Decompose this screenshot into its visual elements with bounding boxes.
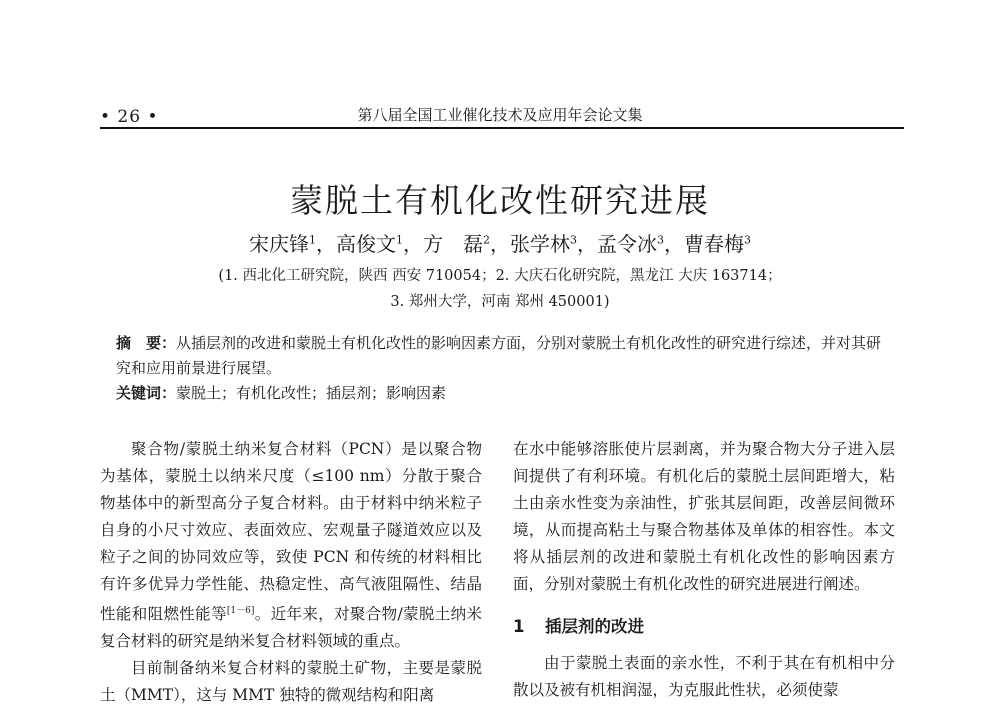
abstract-label: 摘 要：	[116, 334, 177, 352]
right-column	[513, 436, 895, 704]
paragraph: 在水中能够溶胀使片层剥离，并为聚合物大分子进入层间提供了有利环境。有机化后的蒙脱土层间距增大，粘土由亲水性变为亲油性，扩张其层间距，改善层间微环境，从而提高粘土与聚合物基体及单体的相容性。本文将从插层剂的改进和蒙脱土有机化改性的影响因素方面，分别对蒙脱土有机化改性的研究进展进行阐述。	[513, 440, 895, 593]
author: 方 磊	[423, 232, 483, 256]
abstract-text: 从插层剂的改进和蒙脱土有机化改性的影响因素方面，分别对蒙脱土有机化改性的研究进行综述，并对其研究和应用前景进行展望。	[116, 334, 882, 377]
section-number: 1	[513, 617, 525, 636]
paper-title: 蒙脱土有机化改性研究进展	[290, 181, 710, 220]
author: 高俊文	[336, 232, 396, 256]
abstract	[116, 331, 886, 381]
abstract-block	[116, 331, 886, 406]
paragraph: 由于蒙脱土表面的亲水性，不利于其在有机相中分散以及被有机相润湿，为克服此性状，必须使蒙	[513, 654, 895, 699]
paragraph-text: 聚合物/蒙脱土纳米复合材料（PCN）是以聚合物为基体，蒙脱土以纳米尺度（≤100 nm）分散于聚合物基体中的新型高分子复合材料。由于材料中纳米粒子自身的小尺寸效应、表面效应、宏观量子隧道效应以及粒子之间的协同效应等，致使 PCN 和传统的材料相比有许多优异力学性能、热稳定性、高气液阻隔性、结晶性能和阻燃性能等	[100, 440, 482, 624]
left-column	[100, 436, 482, 709]
author-list: 宋庆锋$^1$，高俊文$^1$，方 磊$^2$，张学林$^3$，孟令冰$^3$，曹春梅$^3$	[249, 232, 751, 256]
affiliations-line-2: 3. 郑州大学，河南 郑州 450001)	[390, 294, 610, 310]
section-heading	[513, 613, 895, 640]
author: 张学林	[510, 232, 570, 256]
author-affiliation-mark: 3	[570, 233, 577, 247]
author: 孟令冰	[597, 232, 657, 256]
author-affiliation-mark: 3	[744, 233, 751, 247]
author-affiliation-mark: 3	[657, 233, 664, 247]
author-affiliation-mark: 1	[309, 233, 316, 247]
citation: [1－6]	[226, 606, 255, 616]
paragraph: 目前制备纳米复合材料的蒙脱土矿物，主要是蒙脱土（MMT），这与 MMT 独特的微观结构和阳离	[100, 659, 482, 705]
affiliations-line-1: (1. 西北化工研究院，陕西 西安 710054；2. 大庆石化研究院，黑龙江 大庆 163714；	[218, 268, 782, 284]
paragraph	[100, 436, 482, 655]
keywords-label: 关键词：	[116, 384, 177, 402]
author-affiliation-mark: 1	[396, 233, 403, 247]
paragraph-text: 。近年来，对聚合物/蒙脱土纳米复合材料的研究是纳米复合材料领域的重点。	[100, 605, 482, 651]
header-rule	[100, 127, 904, 129]
page-number: • 26 •	[100, 107, 159, 127]
section-title: 插层剂的改进	[545, 617, 644, 636]
running-title: 第八届全国工业催化技术及应用年会论文集	[357, 106, 643, 124]
keywords-text: 蒙脱土；有机化改性；插层剂；影响因素	[176, 384, 447, 402]
author-affiliation-mark: 2	[483, 233, 490, 247]
author: 宋庆锋	[249, 232, 309, 256]
keywords	[116, 381, 886, 406]
author: 曹春梅	[684, 232, 744, 256]
